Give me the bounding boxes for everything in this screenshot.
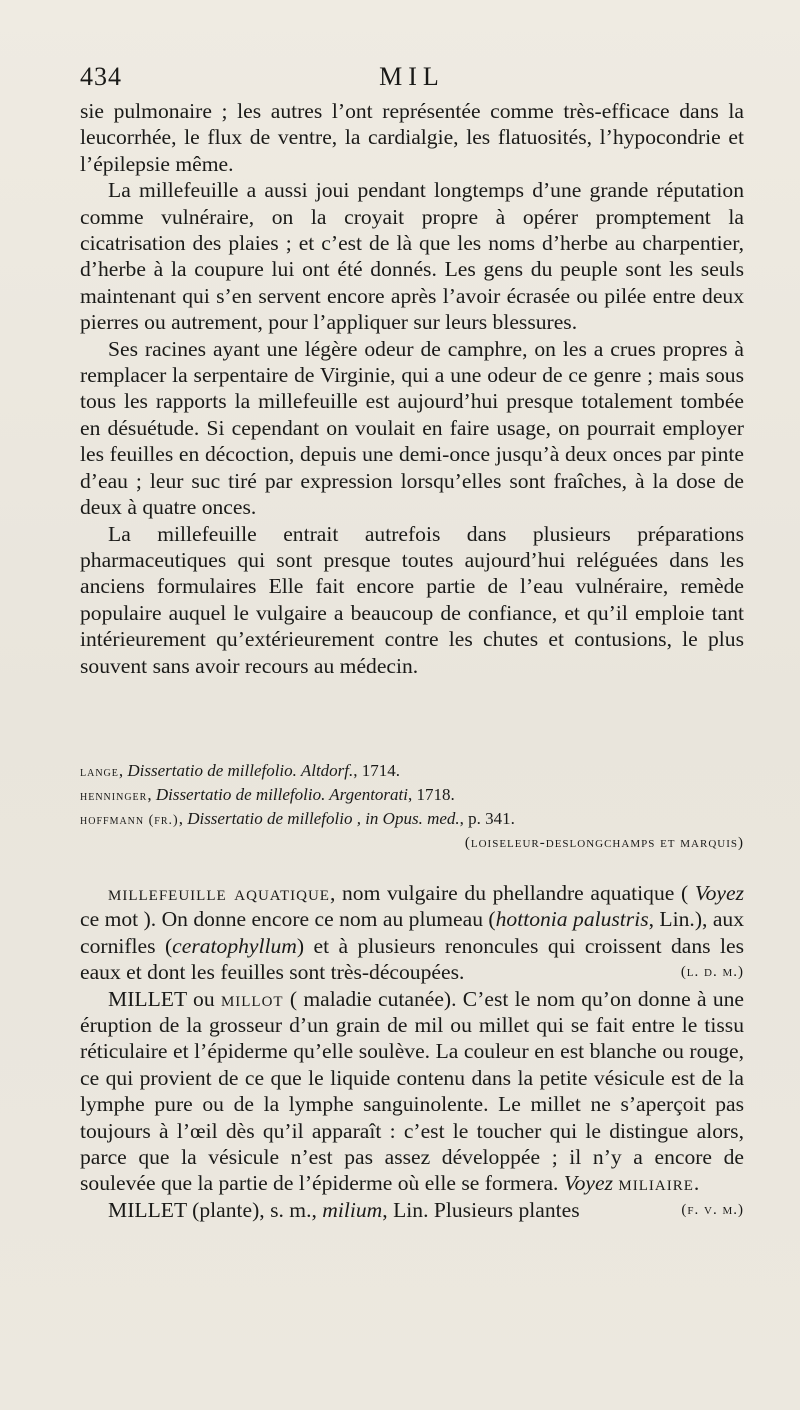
paragraph-roots: Ses racines ayant une légère odeur de camphre, on les a crues propres à remplacer la serpentaire de Virginie, qui a une odeur de ce genre ; mais sous tous les rapports la millefeuille est aujourd’hui presque totalement tombée en désuétude. Si cependant on voulait en faire usage, on pourrait employer les feuilles en décoction, depuis une demi-once jusqu’à deux onces par pinte d’eau ; leur suc tiré par expression lorsqu’elles sont fraîches, à la dose de deux à quatre onces. (80, 336, 744, 520)
reference-line: hoffmann (fr.), Dissertatio de millefolio , in Opus. med., p. 341. (80, 809, 515, 828)
reference-line: lange, Dissertatio de millefolio. Altdorf., 1714. (80, 761, 401, 780)
paragraph-reputation: La millefeuille a aussi joui pendant longtemps d’une grande réputation comme vulnéraire, on la croyait propre à opérer promptement la cicatrisation des plaies ; et c’est de là que les noms d’herbe au charpentier, d’herbe à la coupure lui ont été donnés. Les gens du peuple sont les seuls maintenant qui s’en servent encore après l’avoir écrasée ou pilée entre deux pierres ou autrement, pour l’appliquer sur leurs blessures. (80, 178, 744, 335)
running-title: MIL (379, 62, 445, 91)
references-signature: (loiseleur-deslongchamps et marquis) (464, 835, 744, 851)
entry-millet-plante: MILLET (plante), s. m., milium, Lin. Plusieurs plantes (108, 1197, 580, 1222)
entry-millet-maladie: MILLET ou millot ( maladie cutanée). C’est le nom qu’on donne à une éruption de la grosseur d’un grain de mil ou millet qui se fait entre le tissu réticulaire et l’épiderme qu’elle soulève. La couleur en est blanche ou rouge, ce qui provient de ce que le liquide contenu dans la petite vésicule est de la lymphe pure ou de la lymphe sanguinolente. Le millet ne s’aperçoit pas toujours à l’œil dès qu’il apparaît : c’est le toucher qui le distingue alors, parce que la vésicule n’est pas assez développée ; il n’y a encore de soulevée que la partie de l’épiderme où elle se formera. Voyez miliaire. (f. v. m.) (80, 986, 744, 1197)
entry-signature: (l. d. m.) (680, 964, 744, 981)
entries-block (80, 880, 744, 1223)
top-text-block (80, 98, 744, 679)
headword: millefeuille aquatique (108, 881, 330, 905)
reference-line: henninger, Dissertatio de millefolio. Argentorati, 1718. (80, 785, 455, 804)
headword: MILLET (108, 1197, 187, 1222)
entry-signature: (f. v. m.) (681, 1201, 744, 1218)
page-number: 434 (80, 62, 122, 91)
entry-millefeuille-aquatique: millefeuille aquatique, nom vulgaire du phellandre aquatique ( Voyez ce mot ). On donne encore ce nom au plumeau (hottonia palustris, Lin.), aux cornifles (ceratophyllum) et à plusieurs renoncules qui croissent dans les eaux et dont les feuilles sont très-découpées. (l. d. m.) (80, 881, 744, 985)
paragraph-continuation: sie pulmonaire ; les autres l’ont représentée comme très-efficace dans la leucorrhée, le flux de ventre, la cardialgie, les flatuosités, l’hypocondrie et l’épilepsie même. (80, 99, 744, 176)
page-header (80, 60, 744, 98)
references-block (80, 760, 744, 854)
paragraph-pharmacy: La millefeuille entrait autrefois dans plusieurs préparations pharmaceutiques qui sont presque toutes aujourd’hui reléguées dans les anciens formulaires Elle fait encore partie de l’eau vulnéraire, remède populaire auquel le vulgaire a beaucoup de confiance, et qu’il emploie tant intérieurement qu’extérieurement contre les chutes et contusions, le plus souvent sans avoir recours au médecin. (80, 521, 744, 678)
headword: MILLET (108, 986, 187, 1011)
